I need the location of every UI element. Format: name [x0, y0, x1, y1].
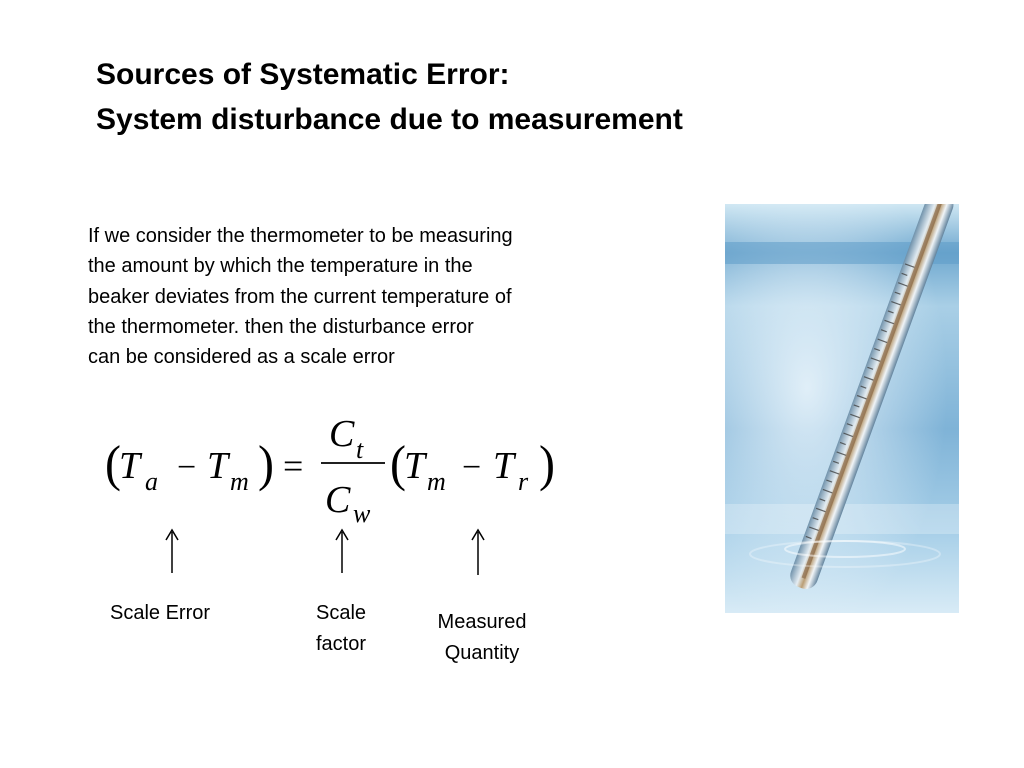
label-text: Measured: [437, 611, 527, 633]
arrow-up-icon: [470, 528, 486, 576]
arrow-up-icon: [334, 528, 350, 574]
label-scale-factor: [291, 598, 391, 660]
label-text: Scale Error: [109, 602, 211, 624]
var-T: T: [404, 445, 426, 487]
paren-close: ): [539, 435, 555, 492]
slide-title: [96, 52, 683, 142]
paren-open: (: [105, 435, 121, 492]
minus-sign: −: [177, 449, 197, 486]
sub-w: w: [353, 499, 371, 528]
var-T: T: [207, 445, 229, 487]
label-text: Scale: [315, 602, 367, 624]
sub-r: r: [518, 467, 529, 496]
thermometer-in-beaker-photo: [725, 204, 959, 613]
label-text: factor: [315, 633, 367, 655]
title-line-1: Sources of Systematic Error:: [96, 58, 510, 91]
sub-t: t: [356, 435, 364, 464]
minus-sign: −: [462, 449, 482, 486]
var-T: T: [119, 445, 141, 487]
equals-sign: =: [283, 446, 304, 486]
var-T: T: [493, 445, 515, 487]
paragraph-line: beaker deviates from the current temperature of: [88, 285, 512, 308]
sub-a: a: [145, 467, 158, 496]
sub-m: m: [230, 467, 249, 496]
var-C: C: [329, 413, 355, 455]
scale-error-equation: [105, 405, 575, 540]
paragraph-line: the thermometer. then the disturbance error: [88, 315, 474, 338]
explanation-paragraph: [88, 221, 608, 372]
label-measured-quantity: [412, 607, 552, 669]
paragraph-line: can be considered as a scale error: [88, 346, 395, 369]
paragraph-line: the amount by which the temperature in the: [88, 255, 473, 278]
paren-close: ): [258, 435, 274, 492]
title-line-2: System disturbance due to measurement: [96, 103, 683, 136]
label-scale-error: [95, 598, 225, 629]
label-text: Quantity: [444, 642, 520, 664]
arrow-up-icon: [164, 528, 180, 574]
paren-open: (: [390, 435, 406, 492]
var-C: C: [325, 479, 351, 521]
paragraph-line: If we consider the thermometer to be measuring: [88, 225, 513, 247]
sub-m: m: [427, 467, 446, 496]
